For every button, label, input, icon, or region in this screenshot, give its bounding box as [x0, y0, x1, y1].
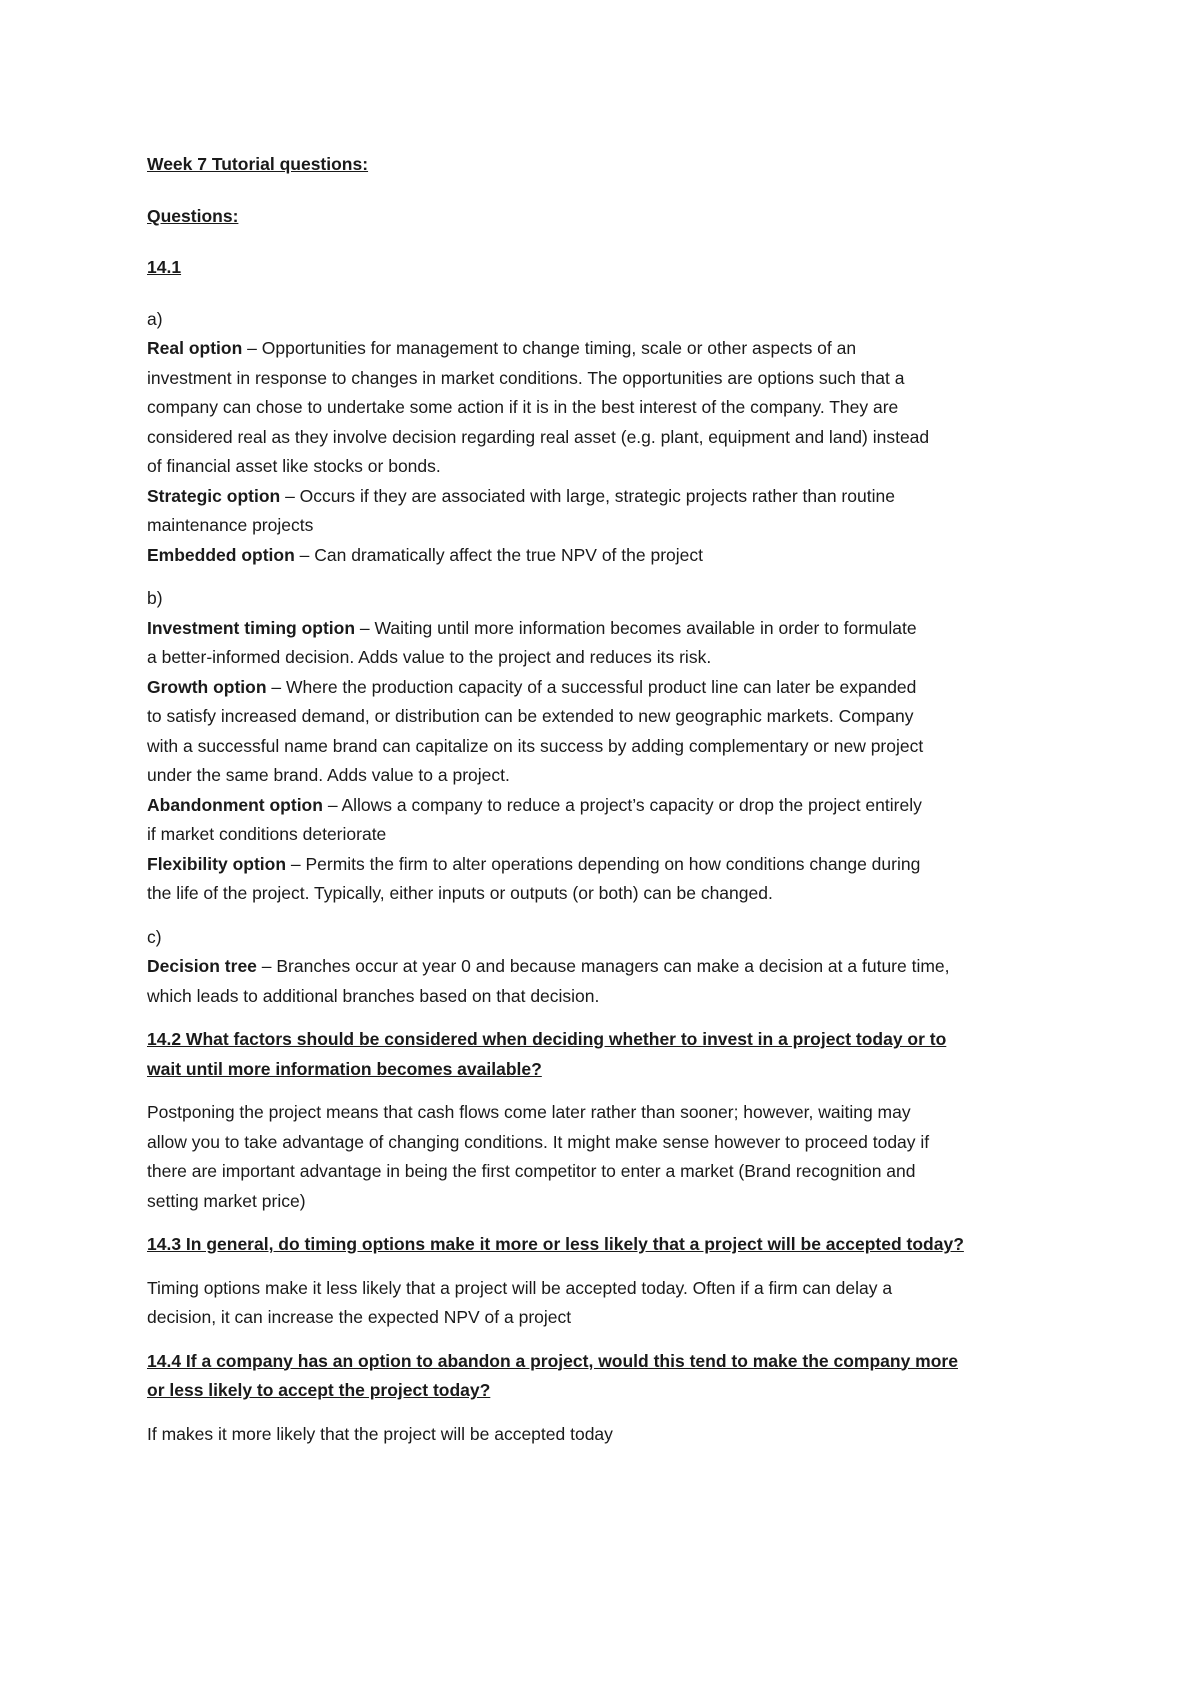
real-option-text: – Opportunities for management to change timing, scale or other aspects of an	[242, 338, 857, 358]
question-14-1-number: 14.1	[147, 257, 182, 277]
answer-line: setting market price)	[147, 1190, 306, 1211]
question-14-2-heading: wait until more information becomes available?	[147, 1058, 542, 1079]
answer-line: If makes it more likely that the project will be accepted today	[147, 1423, 613, 1444]
answer-line: decision, it can increase the expected NPV of a project	[147, 1307, 572, 1327]
paragraph-line: maintenance projects	[147, 515, 314, 535]
part-a-label: a)	[147, 308, 163, 329]
answer-line: Postponing the project means that cash flows come later rather than sooner; however, waiting may	[147, 1102, 911, 1122]
question-14-4-heading: 14.4 If a company has an option to abandon a project, would this tend to make the company more	[147, 1350, 958, 1371]
answer-line: allow you to take advantage of changing conditions. It might make sense however to proceed today if	[147, 1131, 930, 1152]
paragraph-line: if market conditions deteriorate	[147, 824, 387, 844]
embedded-option-text: – Can dramatically affect the true NPV of the project	[294, 544, 703, 565]
paragraph-line: of financial asset like stocks or bonds.	[147, 456, 441, 476]
abandonment-option-line	[147, 791, 1077, 821]
answer-line: there are important advantage in being the first competitor to enter a market (Brand recognition and	[147, 1161, 916, 1181]
part-c-label: c)	[147, 926, 162, 947]
abandonment-option-term: Abandonment option	[147, 794, 323, 815]
timing-option-line	[147, 614, 1077, 644]
document-body	[147, 150, 1077, 1449]
part-b-label: b)	[147, 588, 163, 608]
question-14-4-heading: or less likely to accept the project today?	[147, 1380, 491, 1400]
timing-option-term: Investment timing option	[147, 617, 356, 638]
paragraph-line: company can chose to undertake some action if it is in the best interest of the company. They are	[147, 397, 899, 417]
paragraph-line: to satisfy increased demand, or distribution can be extended to new geographic markets. Company	[147, 706, 914, 726]
strategic-option-term: Strategic option	[147, 485, 281, 506]
answer-line: Timing options make it less likely that a project will be accepted today. Often if a firm can delay a	[147, 1277, 893, 1298]
paragraph-line: the life of the project. Typically, either inputs or outputs (or both) can be changed.	[147, 883, 773, 903]
embedded-option-term: Embedded option	[147, 544, 295, 565]
paragraph-line: under the same brand. Adds value to a project.	[147, 765, 510, 785]
question-14-2-heading: 14.2 What factors should be considered when deciding whether to invest in a project today or to	[147, 1029, 947, 1049]
decision-tree-term: Decision tree	[147, 956, 257, 976]
flexibility-option-line	[147, 850, 1077, 880]
document-title: Week 7 Tutorial questions:	[147, 154, 369, 174]
question-14-3-heading: 14.3 In general, do timing options make it more or less likely that a project will be accepted today?	[147, 1234, 964, 1254]
paragraph-line: considered real as they involve decision regarding real asset (e.g. plant, equipment and land) instead	[147, 426, 930, 447]
growth-option-text: – Where the production capacity of a successful product line can later be expanded	[266, 676, 917, 697]
decision-tree-line	[147, 952, 1077, 982]
paragraph-line: investment in response to changes in market conditions. The opportunities are options such that a	[147, 367, 905, 388]
growth-option-term: Growth option	[147, 676, 267, 697]
growth-option-line	[147, 673, 1077, 703]
strategic-option-text: – Occurs if they are associated with large, strategic projects rather than routine	[280, 485, 895, 506]
real-option-line	[147, 334, 1077, 364]
paragraph-line: a better-informed decision. Adds value to the project and reduces its risk.	[147, 647, 712, 667]
flexibility-option-text: – Permits the firm to alter operations depending on how conditions change during	[286, 853, 921, 874]
paragraph-line: with a successful name brand can capitalize on its success by adding complementary or new project	[147, 735, 924, 756]
flexibility-option-term: Flexibility option	[147, 853, 287, 874]
questions-heading: Questions:	[147, 205, 239, 226]
real-option-term: Real option	[147, 338, 243, 358]
timing-option-text: – Waiting until more information becomes available in order to formulate	[355, 617, 917, 638]
decision-tree-text: – Branches occur at year 0 and because managers can make a decision at a future time,	[256, 956, 950, 976]
strategic-option-line	[147, 482, 1077, 512]
abandonment-option-text: – Allows a company to reduce a project’s capacity or drop the project entirely	[322, 794, 922, 815]
embedded-option-line	[147, 541, 1077, 571]
paragraph-line: which leads to additional branches based on that decision.	[147, 985, 600, 1006]
